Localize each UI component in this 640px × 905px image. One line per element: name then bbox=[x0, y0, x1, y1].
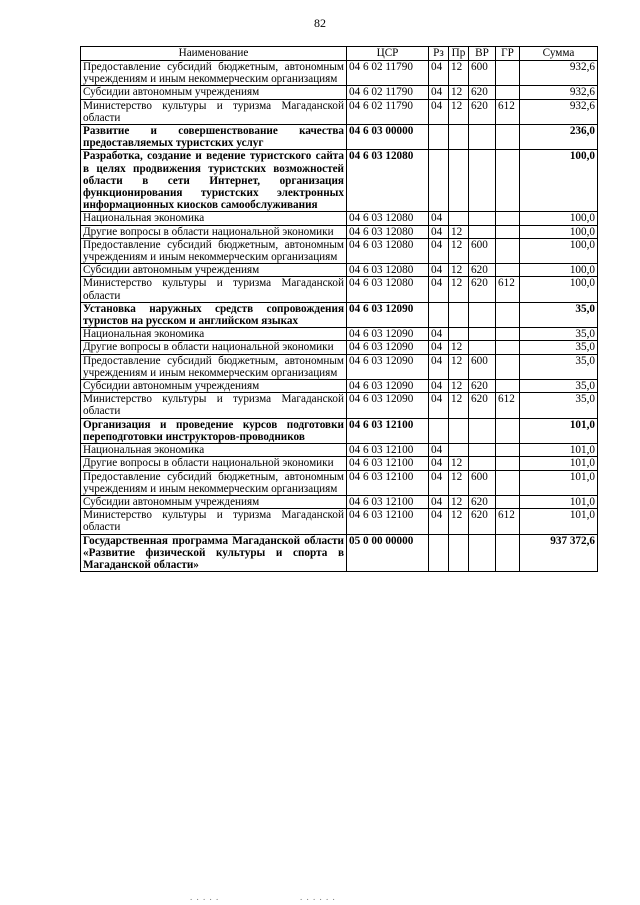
header-rz: Рз bbox=[429, 47, 449, 61]
row-sum: 35,0 bbox=[520, 341, 598, 354]
table-row bbox=[81, 393, 598, 418]
row-gr bbox=[496, 328, 520, 341]
header-vr: ВР bbox=[469, 47, 496, 61]
row-pr: 12 bbox=[449, 457, 469, 470]
header-csr: ЦСР bbox=[347, 47, 429, 61]
budget-table bbox=[80, 46, 598, 572]
row-sum: 101,0 bbox=[520, 457, 598, 470]
row-name: Другие вопросы в области национальной экономики bbox=[81, 457, 347, 470]
scan-mark-right: . . . . . . bbox=[300, 892, 336, 902]
row-csr: 04 6 03 12090 bbox=[347, 354, 429, 379]
row-csr: 04 6 03 12100 bbox=[347, 457, 429, 470]
row-gr bbox=[496, 495, 520, 508]
row-name: Министерство культуры и туризма Магаданской области bbox=[81, 99, 347, 124]
row-gr bbox=[496, 86, 520, 99]
table-row bbox=[81, 534, 598, 572]
row-rz: 04 bbox=[429, 380, 449, 393]
row-pr: 12 bbox=[449, 380, 469, 393]
row-vr: 620 bbox=[469, 99, 496, 124]
row-csr: 04 6 03 12100 bbox=[347, 495, 429, 508]
row-sum: 101,0 bbox=[520, 509, 598, 534]
row-pr: 12 bbox=[449, 86, 469, 99]
row-gr bbox=[496, 444, 520, 457]
row-name: Государственная программа Магаданской области «Развитие физической культуры и спорта в Магаданской области» bbox=[81, 534, 347, 572]
row-rz: 04 bbox=[429, 238, 449, 263]
row-sum: 100,0 bbox=[520, 238, 598, 263]
table-row bbox=[81, 328, 598, 341]
row-csr: 04 6 03 12080 bbox=[347, 238, 429, 263]
table-row bbox=[81, 302, 598, 327]
row-vr: 620 bbox=[469, 86, 496, 99]
row-sum: 100,0 bbox=[520, 277, 598, 302]
row-name: Национальная экономика bbox=[81, 212, 347, 225]
row-gr: 612 bbox=[496, 277, 520, 302]
table-row bbox=[81, 418, 598, 443]
row-pr bbox=[449, 444, 469, 457]
row-rz: 04 bbox=[429, 277, 449, 302]
row-name: Субсидии автономным учреждениям bbox=[81, 380, 347, 393]
row-gr bbox=[496, 212, 520, 225]
row-gr: 612 bbox=[496, 393, 520, 418]
row-csr: 04 6 03 12080 bbox=[347, 150, 429, 212]
table-row bbox=[81, 457, 598, 470]
row-vr: 620 bbox=[469, 509, 496, 534]
row-sum: 932,6 bbox=[520, 86, 598, 99]
row-sum: 35,0 bbox=[520, 302, 598, 327]
row-rz: 04 bbox=[429, 444, 449, 457]
row-gr bbox=[496, 354, 520, 379]
row-rz: 04 bbox=[429, 61, 449, 86]
table-row bbox=[81, 61, 598, 86]
row-gr bbox=[496, 125, 520, 150]
row-sum: 100,0 bbox=[520, 150, 598, 212]
row-csr: 04 6 03 12100 bbox=[347, 418, 429, 443]
row-csr: 04 6 03 12100 bbox=[347, 444, 429, 457]
table-row bbox=[81, 264, 598, 277]
row-rz: 04 bbox=[429, 341, 449, 354]
row-gr bbox=[496, 238, 520, 263]
table-row bbox=[81, 277, 598, 302]
row-vr bbox=[469, 534, 496, 572]
row-pr bbox=[449, 212, 469, 225]
row-sum: 35,0 bbox=[520, 328, 598, 341]
table-row bbox=[81, 86, 598, 99]
header-sum: Сумма bbox=[520, 47, 598, 61]
row-pr bbox=[449, 125, 469, 150]
row-rz bbox=[429, 150, 449, 212]
row-rz: 04 bbox=[429, 99, 449, 124]
row-vr bbox=[469, 125, 496, 150]
row-rz bbox=[429, 534, 449, 572]
row-sum: 236,0 bbox=[520, 125, 598, 150]
row-csr: 04 6 02 11790 bbox=[347, 61, 429, 86]
row-csr: 04 6 03 12090 bbox=[347, 380, 429, 393]
row-csr: 04 6 03 12090 bbox=[347, 341, 429, 354]
table-row bbox=[81, 212, 598, 225]
row-gr bbox=[496, 380, 520, 393]
row-sum: 932,6 bbox=[520, 99, 598, 124]
row-gr bbox=[496, 264, 520, 277]
row-gr bbox=[496, 150, 520, 212]
row-pr: 12 bbox=[449, 393, 469, 418]
row-csr: 04 6 03 12100 bbox=[347, 470, 429, 495]
table-row bbox=[81, 225, 598, 238]
row-name: Субсидии автономным учреждениям bbox=[81, 86, 347, 99]
row-pr: 12 bbox=[449, 61, 469, 86]
row-name: Национальная экономика bbox=[81, 444, 347, 457]
table-row bbox=[81, 509, 598, 534]
row-name: Субсидии автономным учреждениям bbox=[81, 264, 347, 277]
row-csr: 04 6 02 11790 bbox=[347, 99, 429, 124]
row-name: Разработка, создание и ведение туристского сайта в целях продвижения туристских возможностей области в сети Интернет, организация функционирования туристских электронных информационных киосков самообслуживания bbox=[81, 150, 347, 212]
row-rz: 04 bbox=[429, 212, 449, 225]
row-vr bbox=[469, 212, 496, 225]
row-vr bbox=[469, 457, 496, 470]
row-vr bbox=[469, 328, 496, 341]
row-csr: 04 6 03 12090 bbox=[347, 302, 429, 327]
row-gr bbox=[496, 225, 520, 238]
table-row bbox=[81, 341, 598, 354]
row-vr bbox=[469, 150, 496, 212]
table-row bbox=[81, 238, 598, 263]
row-pr: 12 bbox=[449, 495, 469, 508]
table-row bbox=[81, 470, 598, 495]
row-vr bbox=[469, 341, 496, 354]
row-name: Организация и проведение курсов подготовки переподготовки инструкторов-проводников bbox=[81, 418, 347, 443]
row-rz: 04 bbox=[429, 470, 449, 495]
page-number: 82 bbox=[314, 16, 326, 30]
row-name: Другие вопросы в области национальной экономики bbox=[81, 341, 347, 354]
row-pr: 12 bbox=[449, 341, 469, 354]
row-csr: 04 6 03 12080 bbox=[347, 225, 429, 238]
row-vr: 600 bbox=[469, 354, 496, 379]
row-gr bbox=[496, 341, 520, 354]
row-sum: 100,0 bbox=[520, 264, 598, 277]
row-vr: 620 bbox=[469, 277, 496, 302]
row-name: Другие вопросы в области национальной экономики bbox=[81, 225, 347, 238]
row-pr bbox=[449, 302, 469, 327]
row-pr: 12 bbox=[449, 509, 469, 534]
row-csr: 04 6 03 12090 bbox=[347, 393, 429, 418]
row-pr bbox=[449, 534, 469, 572]
row-vr bbox=[469, 418, 496, 443]
row-csr: 04 6 03 12080 bbox=[347, 264, 429, 277]
row-rz bbox=[429, 302, 449, 327]
row-vr bbox=[469, 225, 496, 238]
row-csr: 04 6 03 00000 bbox=[347, 125, 429, 150]
row-pr: 12 bbox=[449, 277, 469, 302]
row-csr: 05 0 00 00000 bbox=[347, 534, 429, 572]
row-sum: 101,0 bbox=[520, 470, 598, 495]
row-vr: 620 bbox=[469, 264, 496, 277]
row-csr: 04 6 03 12100 bbox=[347, 509, 429, 534]
row-pr bbox=[449, 328, 469, 341]
row-vr: 620 bbox=[469, 495, 496, 508]
row-sum: 932,6 bbox=[520, 61, 598, 86]
row-sum: 101,0 bbox=[520, 495, 598, 508]
row-vr: 600 bbox=[469, 470, 496, 495]
row-name: Предоставление субсидий бюджетным, автономным учреждениям и иным некоммерческим организациям bbox=[81, 61, 347, 86]
table-header-row bbox=[81, 47, 598, 61]
row-sum: 937 372,6 bbox=[520, 534, 598, 572]
row-name: Предоставление субсидий бюджетным, автономным учреждениям и иным некоммерческим организациям bbox=[81, 354, 347, 379]
row-gr bbox=[496, 418, 520, 443]
row-rz: 04 bbox=[429, 457, 449, 470]
row-csr: 04 6 03 12080 bbox=[347, 277, 429, 302]
row-rz: 04 bbox=[429, 86, 449, 99]
row-name: Министерство культуры и туризма Магаданской области bbox=[81, 393, 347, 418]
row-rz bbox=[429, 125, 449, 150]
table-row bbox=[81, 354, 598, 379]
row-gr bbox=[496, 470, 520, 495]
row-vr: 620 bbox=[469, 380, 496, 393]
row-gr bbox=[496, 457, 520, 470]
table-row bbox=[81, 125, 598, 150]
row-rz: 04 bbox=[429, 354, 449, 379]
row-rz: 04 bbox=[429, 328, 449, 341]
row-pr: 12 bbox=[449, 264, 469, 277]
row-pr: 12 bbox=[449, 99, 469, 124]
row-pr: 12 bbox=[449, 225, 469, 238]
row-gr bbox=[496, 534, 520, 572]
row-pr: 12 bbox=[449, 470, 469, 495]
row-rz: 04 bbox=[429, 225, 449, 238]
table-row bbox=[81, 380, 598, 393]
row-pr: 12 bbox=[449, 354, 469, 379]
row-vr: 600 bbox=[469, 238, 496, 263]
row-rz: 04 bbox=[429, 393, 449, 418]
row-name: Развитие и совершенствование качества предоставляемых туристских услуг bbox=[81, 125, 347, 150]
header-pr: Пр bbox=[449, 47, 469, 61]
row-vr bbox=[469, 302, 496, 327]
header-name: Наименование bbox=[81, 47, 347, 61]
row-gr: 612 bbox=[496, 509, 520, 534]
row-name: Министерство культуры и туризма Магаданской области bbox=[81, 509, 347, 534]
row-vr: 600 bbox=[469, 61, 496, 86]
row-rz bbox=[429, 418, 449, 443]
row-sum: 100,0 bbox=[520, 212, 598, 225]
row-name: Установка наружных средств сопровождения туристов на русском и английском языках bbox=[81, 302, 347, 327]
table-row bbox=[81, 495, 598, 508]
row-csr: 04 6 03 12080 bbox=[347, 212, 429, 225]
row-rz: 04 bbox=[429, 495, 449, 508]
row-gr bbox=[496, 61, 520, 86]
row-rz: 04 bbox=[429, 264, 449, 277]
row-csr: 04 6 03 12090 bbox=[347, 328, 429, 341]
row-gr: 612 bbox=[496, 99, 520, 124]
row-sum: 101,0 bbox=[520, 444, 598, 457]
table-row bbox=[81, 444, 598, 457]
row-gr bbox=[496, 302, 520, 327]
row-sum: 100,0 bbox=[520, 225, 598, 238]
row-sum: 101,0 bbox=[520, 418, 598, 443]
row-sum: 35,0 bbox=[520, 393, 598, 418]
row-pr bbox=[449, 418, 469, 443]
row-rz: 04 bbox=[429, 509, 449, 534]
row-pr bbox=[449, 150, 469, 212]
row-name: Предоставление субсидий бюджетным, автономным учреждениям и иным некоммерческим организациям bbox=[81, 238, 347, 263]
row-vr bbox=[469, 444, 496, 457]
table-row bbox=[81, 150, 598, 212]
row-csr: 04 6 02 11790 bbox=[347, 86, 429, 99]
table-row bbox=[81, 99, 598, 124]
row-pr: 12 bbox=[449, 238, 469, 263]
row-sum: 35,0 bbox=[520, 354, 598, 379]
row-name: Национальная экономика bbox=[81, 328, 347, 341]
row-vr: 620 bbox=[469, 393, 496, 418]
scan-mark-left: . . . . . bbox=[190, 892, 220, 902]
row-name: Министерство культуры и туризма Магаданской области bbox=[81, 277, 347, 302]
row-sum: 35,0 bbox=[520, 380, 598, 393]
row-name: Субсидии автономным учреждениям bbox=[81, 495, 347, 508]
row-name: Предоставление субсидий бюджетным, автономным учреждениям и иным некоммерческим организациям bbox=[81, 470, 347, 495]
header-gr: ГР bbox=[496, 47, 520, 61]
